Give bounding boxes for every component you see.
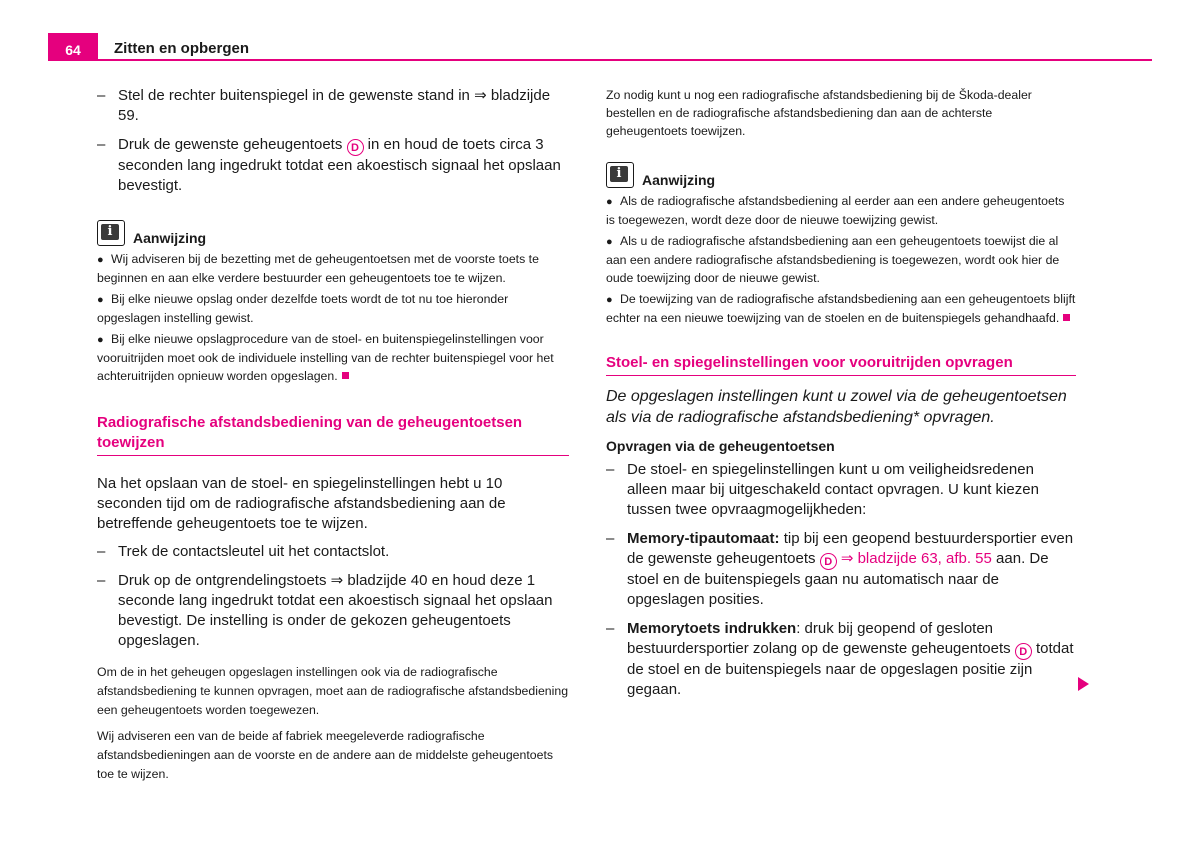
- header-rule: [48, 59, 1152, 61]
- continue-arrow-icon: [1078, 677, 1089, 691]
- chapter-title: Zitten en opbergen: [114, 40, 249, 57]
- info-icon: i: [606, 162, 634, 188]
- subheading: Opvragen via de geheugentoetsen: [606, 438, 835, 454]
- paragraph-small: Wij adviseren een van de beide af fabriek meegeleverde radiografische afstandsbedieningen aan de voorste en de andere aan de middelste geheugentoets toe te wijzen.: [97, 729, 554, 781]
- page-number: 64: [48, 33, 98, 61]
- note-bullet: ● Bij elke nieuwe opslag onder dezelfde toets wordt de tot nu toe hieronder opgeslagen instelling gewist.: [97, 292, 509, 325]
- step: – Stel de rechter buitenspiegel in de gewenste stand in ⇒ bladzijde 59.: [97, 87, 551, 124]
- step: – Trek de contactsleutel uit het contactslot.: [97, 543, 390, 560]
- left-column: [97, 86, 569, 784]
- step: – Memorytoets indrukken: druk bij geopend of gesloten bestuurdersportier zolang op de gewenste geheugentoets D totdat de stoel en de buitenspiegels naar de opgeslagen positie zijn gegaan.: [606, 620, 1074, 698]
- step: – Druk de gewenste geheugentoets D in en houd de toets circa 3 seconden lang ingedrukt totdat een akoestisch signaal het opslaan bevestigt.: [97, 136, 561, 194]
- note-bullet: ● Als de radiografische afstandsbediening al eerder aan een andere geheugentoets is toegewezen, wordt deze door de nieuwe toewijzing gewist.: [606, 194, 1065, 227]
- step: – Druk op de ontgrendelingstoets ⇒ bladzijde 40 en houd deze 1 seconde lang ingedrukt totdat een akoestisch signaal het opslaan bevestigt. De instelling is onder de gekozen geheugentoets opgeslagen.: [97, 572, 553, 649]
- note-heading: i Aanwijzing: [606, 162, 1076, 188]
- note-bullet: ● Wij adviseren bij de bezetting met de geheugentoetsen met de voorste toets te beginnen en aan elke verdere bestuurder een geheugentoets toe te wijzen.: [97, 252, 539, 285]
- intro-text: De opgeslagen instellingen kunt u zowel via de geheugentoetsen als via de radiografische afstandsbediening* opvragen.: [606, 388, 1067, 426]
- section-title: Stoel- en spiegelinstellingen voor vooruitrijden opvragen: [606, 353, 1076, 376]
- memory-key-d-icon: D: [347, 139, 364, 156]
- note-heading: i Aanwijzing: [97, 220, 569, 246]
- end-mark-icon: [1063, 314, 1070, 321]
- page-reference-link[interactable]: ⇒ bladzijde 63, afb. 55: [840, 550, 992, 567]
- end-mark-icon: [342, 372, 349, 379]
- paragraph-small: Om de in het geheugen opgeslagen instellingen ook via de radiografische afstandsbediening te kunnen opvragen, moet aan de radiografische afstandsbediening een geheugentoets worden toegewezen.: [97, 665, 569, 717]
- note-bullet: ● Als u de radiografische afstandsbediening aan een geheugentoets toewijst die al aan een andere radiografische afstandsbediening is toegewezen, wordt ook hier de oude toewijzing door de nieuwe gewist.: [606, 234, 1060, 285]
- step: – De stoel- en spiegelinstellingen kunt u om veiligheidsredenen alleen maar bij uitgeschakeld contact opvragen. U kunt kiezen tussen twee opvraagmogelijkheden:: [606, 461, 1039, 518]
- memory-key-d-icon: D: [1015, 643, 1032, 660]
- step: – Memory-tipautomaat: tip bij een geopend bestuurdersportier even de gewenste geheugentoets D ⇒ bladzijde 63, afb. 55 aan. De stoel en de buitenspiegels gaan nu automatisch naar de opgeslagen posities.: [606, 530, 1074, 608]
- paragraph: Na het opslaan van de stoel- en spiegelinstellingen hebt u 10 seconden tijd om de radiografische afstandsbediening aan de betreffende geheugentoets toe te wijzen.: [97, 475, 506, 532]
- note-bullet: ● De toewijzing van de radiografische afstandsbediening aan een geheugentoets blijft echter na een nieuwe toewijzing van de stoelen en de buitenspiegels gehandhaafd.: [606, 292, 1076, 325]
- right-column: [606, 86, 1076, 709]
- memory-key-d-icon: D: [820, 553, 837, 570]
- section-title: Radiografische afstandsbediening van de geheugentoetsen toewijzen: [97, 413, 569, 456]
- paragraph-small: Zo nodig kunt u nog een radiografische afstandsbediening bij de Škoda-dealer bestellen en de radiografische afstandsbediening dan aan de achterste geheugentoets toewijzen.: [606, 88, 1032, 138]
- note-bullet: ● Bij elke nieuwe opslagprocedure van de stoel- en buitenspiegelinstellingen voor vooruitrijden moet ook de individuele instelling van de rechter buitenspiegel voor het achteruitrijden opnieuw worden opgeslagen.: [97, 332, 554, 383]
- info-icon: i: [97, 220, 125, 246]
